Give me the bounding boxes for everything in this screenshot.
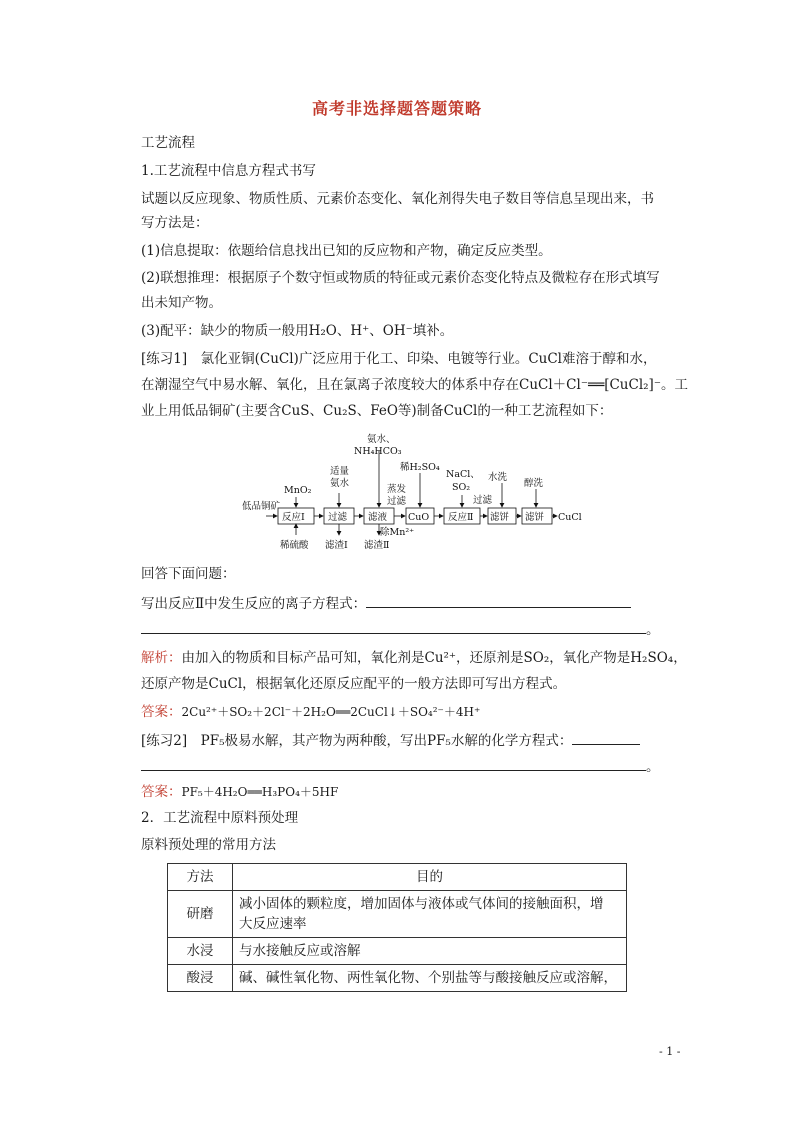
flow-label-ammonia-a: 适量	[330, 466, 350, 477]
ask-text: 写出反应Ⅱ中发生反应的离子方程式：	[141, 596, 367, 612]
table-cell-purpose: 与水接触反应或溶解	[233, 938, 627, 965]
process-flow-diagram	[240, 433, 600, 553]
answer-equation: 2Cu²⁺＋SO₂＋2Cl⁻＋2H₂O══2CuCl↓＋SO₄²⁻＋4H⁺	[181, 705, 481, 719]
intro-line-1: 试题以反应现象、物质性质、元素价态变化、氧化剂得失电子数目等信息呈现出来，书	[141, 191, 654, 207]
flow-box-label: 滤饼	[525, 512, 545, 523]
exercise1-line-2: 在潮湿空气中易水解、氧化，且在氯离子浓度较大的体系中存在CuCl＋Cl⁻══[CuCl₂]⁻。工	[141, 377, 688, 393]
flow-label-evap-a: 蒸发	[387, 484, 407, 495]
exercise2-line	[141, 730, 640, 751]
step-3: (3)配平：缺少的物质一般用H₂O、H⁺、OH⁻填补。	[141, 323, 454, 339]
flow-box-label: CuO	[408, 512, 430, 523]
answer-blank-line	[141, 619, 660, 640]
flow-label-mn: 除Mn²⁺	[380, 527, 415, 538]
page-title: 高考非选择题答题策略	[311, 99, 482, 118]
flow-label-filter: 过滤	[473, 495, 493, 506]
part2-heading: 2．工艺流程中原料预处理	[141, 810, 299, 826]
table-cell-method: 酸浸	[168, 965, 233, 992]
analysis-text-1: 由加入的物质和目标产品可知，氧化剂是Cu²⁺，还原剂是SO₂，氧化产物是H₂SO₄，	[181, 650, 687, 666]
ask-line	[141, 593, 631, 614]
flow-product-label: CuCl	[558, 512, 582, 523]
table-row	[168, 938, 627, 965]
flow-label-h2so4: 稀H₂SO₄	[400, 462, 440, 473]
answer-blank-1[interactable]	[366, 593, 631, 608]
flow-label-wash: 水洗	[488, 472, 508, 483]
table-header-row	[168, 864, 627, 891]
flow-label-nh3-b: NH₄HCO₃	[354, 446, 402, 457]
flow-box-label: 滤液	[368, 512, 388, 523]
answer-label: 答案：	[141, 784, 182, 800]
pretreatment-table	[167, 863, 627, 992]
flow-label-mno2: MnO₂	[284, 485, 312, 496]
flow-label-evap-b: 过滤	[387, 496, 407, 507]
flow-label-residue1: 滤渣Ⅰ	[325, 540, 348, 551]
part2-subheading: 原料预处理的常用方法	[141, 837, 276, 853]
flow-label-alcohol: 醇洗	[524, 478, 544, 489]
flow-box-label: 过滤	[328, 512, 348, 523]
exercise2-text: [练习2] PF₅极易水解，其产物为两种酸，写出PF₅水解的化学方程式：	[141, 733, 573, 749]
flow-label-nacl-a: NaCl、	[446, 469, 480, 480]
flow-label-residue2: 滤渣Ⅱ	[364, 540, 390, 551]
exercise2-blank-line	[141, 756, 660, 777]
part1-heading: 1.工艺流程中信息方程式书写	[141, 163, 316, 179]
table-row	[168, 965, 627, 992]
table-cell-purpose	[233, 891, 627, 938]
flow-box-label: 反应Ⅱ	[448, 512, 474, 523]
answer-equation-2: PF₅＋4H₂O══H₃PO₄＋5HF	[181, 785, 339, 799]
table-cell-method: 研磨	[168, 891, 233, 938]
page-number: - 1 -	[659, 1045, 681, 1058]
table-row	[168, 891, 627, 938]
purpose-line: 减小固体的颗粒度，增加固体与液体或气体间的接触面积，增	[239, 896, 604, 912]
step-1: (1)信息提取：依题给信息找出已知的反应物和产物，确定反应类型。	[141, 243, 552, 259]
end-mark: 。	[646, 622, 660, 638]
table-header: 目的	[233, 864, 627, 891]
flow-label-ammonia-b: 氨水	[330, 478, 350, 489]
flow-start-label: 低品铜矿	[242, 501, 281, 512]
section-heading: 工艺流程	[141, 135, 195, 151]
table-header: 方法	[168, 864, 233, 891]
analysis-line-1	[141, 648, 687, 668]
analysis-line-2: 还原产物是CuCl，根据氧化还原反应配平的一般方法即可写出方程式。	[141, 676, 567, 692]
exercise1-line-3: 业上用低品铜矿(主要含CuS、Cu₂S、FeO等)制备CuCl的一种工艺流程如下：	[141, 403, 613, 419]
flow-label-acid: 稀硫酸	[280, 540, 309, 551]
answer-label: 答案：	[141, 704, 182, 720]
answer-blank-3[interactable]	[572, 730, 640, 745]
flow-box-label: 滤饼	[490, 512, 510, 523]
analysis-label: 解析：	[141, 650, 182, 666]
step-2-a: (2)联想推理：根据原子个数守恒或物质的特征或元素价态变化特点及微粒存在形式填写	[141, 270, 660, 286]
answer-blank-4[interactable]	[141, 756, 646, 771]
table-cell-purpose: 碱、碱性氧化物、两性氧化物、个别盐等与酸接触反应或溶解，	[233, 965, 627, 992]
answer2-line	[141, 782, 338, 802]
step-2-b: 出未知产物。	[141, 295, 222, 311]
flow-box-label: 反应Ⅰ	[282, 512, 305, 523]
exercise1-line-1: [练习1] 氯化亚铜(CuCl)广泛应用于化工、印染、电镀等行业。CuCl难溶于醇和水，	[141, 351, 657, 367]
end-mark: 。	[646, 759, 660, 775]
flow-label-nh3-a: 氨水、	[367, 434, 396, 445]
intro-line-2: 写方法是：	[141, 215, 209, 231]
table-cell-method: 水浸	[168, 938, 233, 965]
answer-blank-2[interactable]	[141, 619, 646, 634]
purpose-line: 大反应速率	[239, 916, 307, 932]
flow-label-nacl-b: SO₂	[452, 482, 471, 493]
answer1-line	[141, 702, 480, 722]
question-prompt: 回答下面问题：	[141, 566, 236, 582]
